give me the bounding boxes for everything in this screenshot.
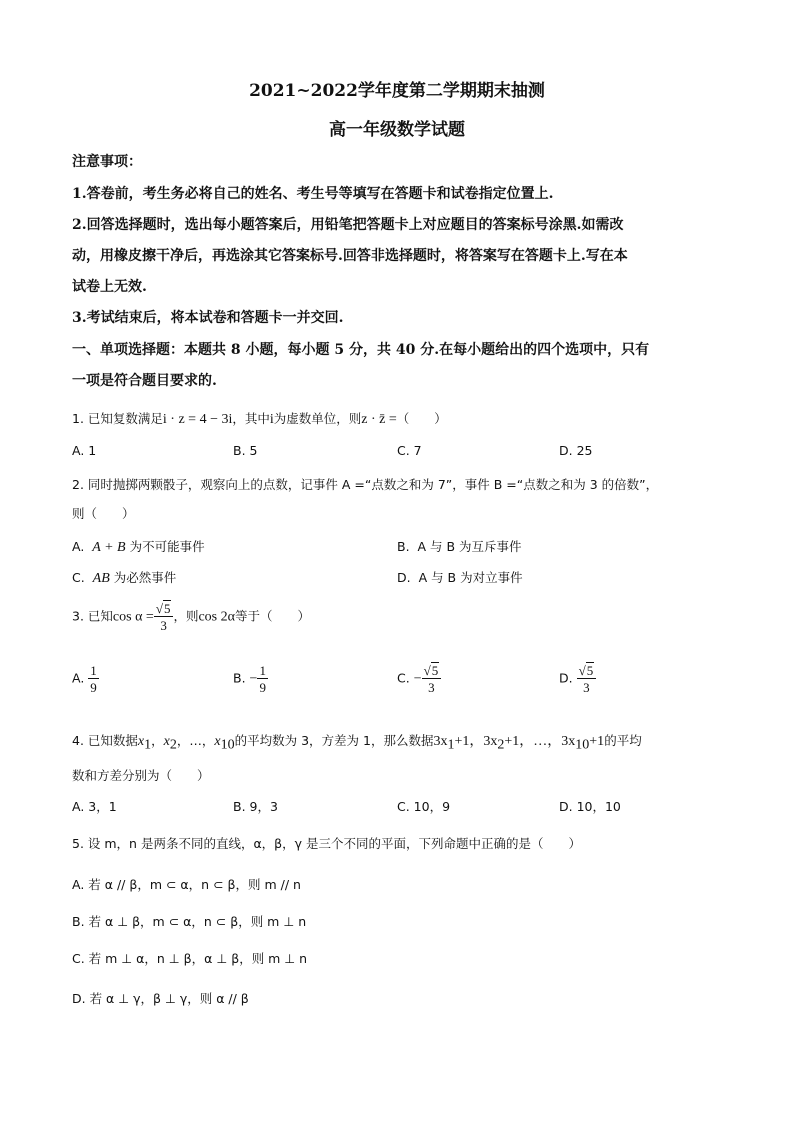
q4-d1-sub: 1 <box>447 737 455 753</box>
q4-x10: x <box>214 734 221 749</box>
q3-option-b-label: B. <box>233 670 246 686</box>
q4-d2-sub: 2 <box>497 737 505 753</box>
q1-mid: ，其中 <box>232 411 270 426</box>
q3-option-b <box>233 664 268 694</box>
q5-option-d: D. 若 α ⊥ γ，β ⊥ γ，则 α // β <box>72 991 249 1006</box>
q2-option-c-text: 为必然事件 <box>113 570 177 585</box>
question-2-stem-line2: 则（ ） <box>72 506 135 521</box>
q1-mid2: 为虚数单位，则 <box>273 411 362 426</box>
q3-option-d-fraction: $\frac{√5}{3}$ <box>577 664 597 694</box>
q4-end: 的平均 <box>604 733 642 748</box>
question-3-stem <box>72 602 310 632</box>
q3-option-d-den: 3 <box>583 680 590 695</box>
q3-option-d <box>559 664 596 694</box>
question-5-stem: 5. 设 m，n 是两条不同的直线，α，β，γ 是三个不同的平面，下列命题中正确的是（ ） <box>72 836 582 851</box>
q2-option-b <box>397 537 522 555</box>
question-2-stem-line1: 2. 同时抛掷两颗骰子，观察向上的点数，记事件 A =“点数之和为 7”，事件 B =“点数之和为 3 的倍数”， <box>72 477 659 492</box>
q4-x1: x <box>137 734 145 749</box>
q4-option-c: C. 10，9 <box>397 799 451 814</box>
q3-option-a-num: 1 <box>90 663 97 678</box>
q4-d3-sub: 10 <box>575 737 590 753</box>
q1-prefix: 1. 已知复数满足 <box>72 411 163 426</box>
q4-p3: +1 <box>589 734 605 749</box>
q3-option-d-num: 5 <box>586 663 594 678</box>
section-heading-line2: 一项是符合题目要求的. <box>72 373 217 389</box>
exam-title: 2021~2022学年度第二学期期末抽测 <box>249 81 545 101</box>
section-heading-line1: 一、单项选择题：本题共 8 小题，每小题 5 分，共 40 分.在每小题给出的四个选项中，只有 <box>72 342 650 358</box>
exam-subtitle: 高一年级数学试题 <box>329 120 465 140</box>
q3-option-a <box>72 664 99 694</box>
q1-expression: z · z̄ = <box>361 412 397 427</box>
q3-option-a-label: A. <box>72 670 85 686</box>
q3-option-b-fraction <box>257 664 268 694</box>
note-item-2-line2: 动，用橡皮擦干净后，再选涂其它答案标号.回答非选择题时，将答案写在答题卡上.写在本 <box>72 248 628 264</box>
q3-fraction-num: 5 <box>163 601 171 616</box>
q2-option-a-label: A. <box>72 539 85 554</box>
question-1-stem <box>72 409 447 428</box>
q3-cos-label: cos α = <box>112 609 154 625</box>
q4-p1: +1， <box>454 734 484 749</box>
q2-option-d <box>397 568 523 586</box>
q2-option-a-text: 为不可能事件 <box>129 539 205 554</box>
q3-option-a-den: 9 <box>90 680 97 695</box>
q4-p2: +1，…， <box>504 734 562 749</box>
q3-expression: cos 2α <box>198 609 235 625</box>
q2-option-a <box>72 537 205 556</box>
q2-option-b-label: B. <box>397 539 410 554</box>
q4-d1: 3x <box>433 734 448 749</box>
q1-i-symbol: i <box>269 412 274 427</box>
q1-end: （ ） <box>396 411 447 426</box>
question-4-stem-line2: 数和方差分别为（ ） <box>72 768 210 783</box>
q4-option-b: B. 9，3 <box>233 799 278 814</box>
q3-option-b-den: 9 <box>259 680 266 695</box>
q1-option-b: B. 5 <box>233 443 258 458</box>
q3-option-c <box>397 664 441 694</box>
q4-x2: x <box>163 734 170 749</box>
q3-end: 等于（ ） <box>234 608 310 624</box>
q3-option-b-num: 1 <box>259 663 266 678</box>
q3-mid: ，则 <box>173 608 199 624</box>
q3-option-a-fraction <box>88 664 99 694</box>
q3-option-c-den: 3 <box>428 680 435 695</box>
q3-fraction-den: 3 <box>160 618 167 633</box>
q1-option-c: C. 7 <box>397 443 422 458</box>
q2-option-a-expr: A + B <box>92 540 126 555</box>
q4-x2-sub: 2 <box>169 737 177 753</box>
q4-prefix: 4. 已知数据 <box>72 733 138 748</box>
q4-d3: 3x <box>561 734 576 749</box>
note-item-2-line1: 2.回答选择题时，选出每小题答案后，用铅笔把答题卡上对应题目的答案标号涂黑.如需改 <box>72 217 624 233</box>
q2-option-c <box>72 568 176 587</box>
q4-x10-sub: 10 <box>220 737 235 753</box>
q4-option-d: D. 10，10 <box>559 799 621 814</box>
q5-option-b: B. 若 α ⊥ β，m ⊂ α，n ⊂ β，则 m ⊥ n <box>72 914 307 929</box>
q4-option-a: A. 3，1 <box>72 799 117 814</box>
q4-dots: …， <box>189 733 215 748</box>
q2-option-d-label: D. <box>397 570 411 585</box>
q2-option-c-label: C. <box>72 570 85 585</box>
q4-x1-sub: 1 <box>144 737 152 753</box>
q4-mid: 的平均数为 3，方差为 1，那么数据 <box>234 733 434 748</box>
q3-option-c-fraction: $\frac{√5}{3}$ <box>422 664 442 694</box>
note-item-3: 3.考试结束后，将本试卷和答题卡一并交回. <box>72 310 344 326</box>
q3-option-b-sign: − <box>249 671 258 687</box>
notes-heading: 注意事项： <box>72 154 142 170</box>
q5-option-c: C. 若 m ⊥ α，n ⊥ β，α ⊥ β，则 m ⊥ n <box>72 951 308 966</box>
q4-d2: 3x <box>483 734 498 749</box>
note-item-2-line3: 试卷上无效. <box>72 279 147 295</box>
q1-option-d: D. 25 <box>559 443 593 458</box>
q1-equation: i · z = 4 − 3i <box>162 412 233 427</box>
q2-option-d-text: A 与 B 为对立事件 <box>418 570 523 585</box>
q3-prefix: 3. 已知 <box>72 608 113 624</box>
q2-option-b-text: A 与 B 为互斥事件 <box>417 539 522 554</box>
question-4-stem-line1: 4. 已知数据$x_1$，$x_2$，…，$x_{10}$的平均数为 3，方差为 1，那么数据$3x_1+1$，$3x_2+1$，…，$3x_{10}+1$的平均 <box>72 733 642 753</box>
q3-option-c-num: 5 <box>431 663 439 678</box>
q3-fraction: $\frac{√5}{3}$ <box>154 602 174 632</box>
q1-option-a: A. 1 <box>72 443 97 458</box>
q5-option-a: A. 若 α // β，m ⊂ α，n ⊂ β，则 m // n <box>72 877 301 892</box>
q3-option-c-sign: − <box>413 671 422 687</box>
q3-option-c-label: C. <box>397 670 410 686</box>
note-item-1: 1.答卷前，考生务必将自己的姓名、考生号等填写在答题卡和试卷指定位置上. <box>72 186 554 202</box>
q3-option-d-label: D. <box>559 670 573 686</box>
q2-option-c-expr: AB <box>92 571 110 586</box>
